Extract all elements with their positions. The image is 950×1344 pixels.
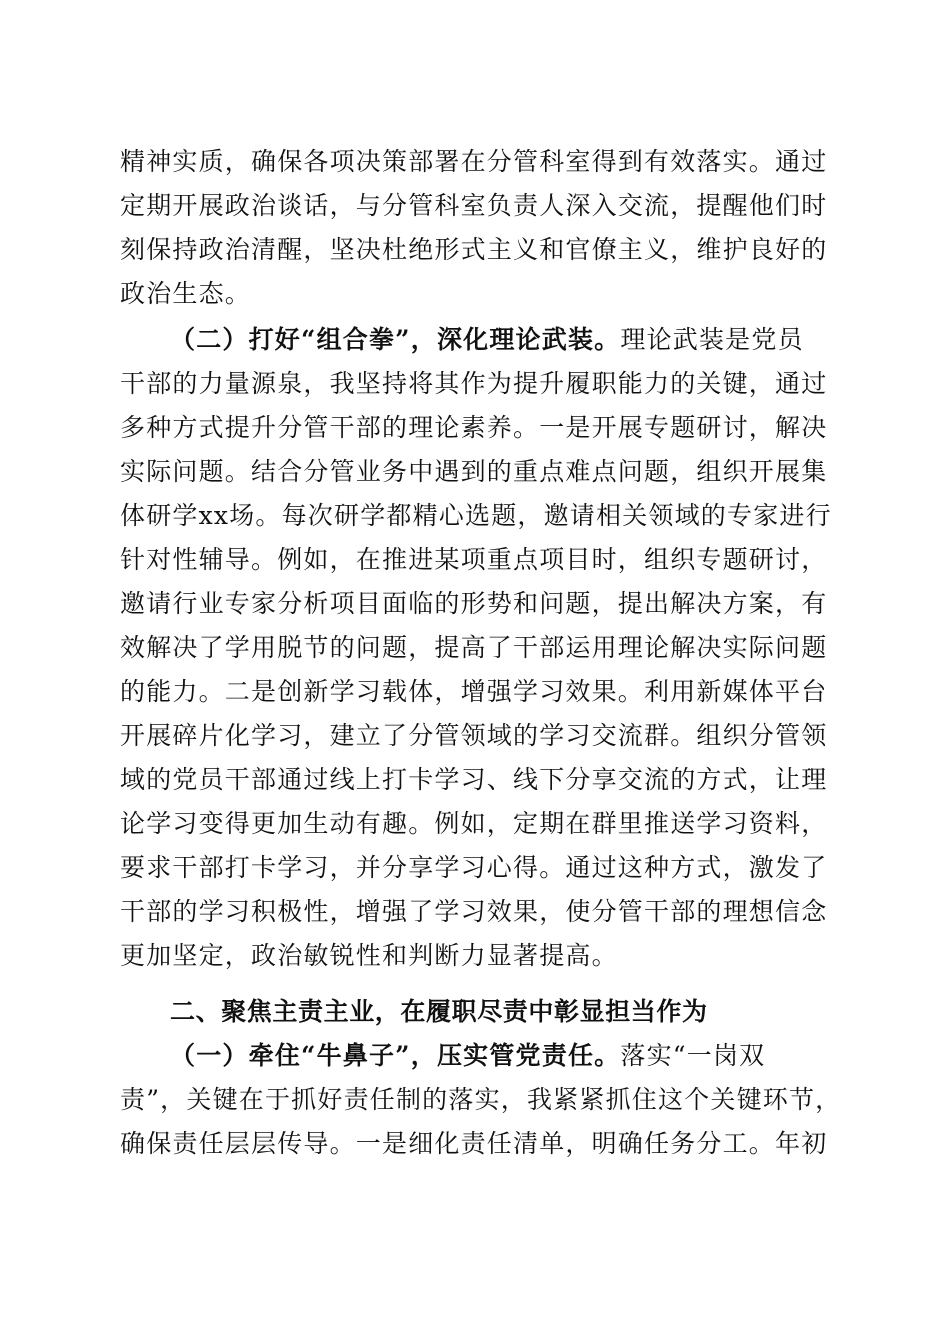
subheading-party-responsibility: （一）牵住“牛鼻子”，压实管党责任。: [170, 1041, 621, 1070]
paragraph-line: 精神实质，确保各项决策部署在分管科室得到有效落实。通过: [120, 147, 828, 176]
paragraph-line: 多种方式提升分管干部的理论素养。一是开展专题研讨，解决: [120, 413, 828, 442]
paragraph-line: 体研学xx场。每次研学都精心选题，邀请相关领域的专家进行: [120, 501, 832, 530]
paragraph-line: 要求干部打卡学习，并分享学习心得。通过这种方式，激发了: [120, 853, 828, 882]
paragraph-line: 确保责任层层传导。一是细化责任清单，明确任务分工。年初: [120, 1129, 828, 1158]
paragraph-line-with-subheading: [170, 318, 832, 362]
paragraph-line: 干部的力量源泉，我坚持将其作为提升履职能力的关键，通过: [120, 369, 828, 398]
subheading-continuation: 落实“一岗双: [620, 1041, 766, 1070]
paragraph-line: 干部的学习积极性，增强了学习效果，使分管干部的理想信念: [120, 897, 828, 926]
paragraph-line: 邀请行业专家分析项目面临的形势和问题，提出解决方案，有: [120, 589, 828, 618]
paragraph-line: 效解决了学用脱节的问题，提高了干部运用理论解决实际问题: [120, 633, 828, 662]
paragraph-line: 开展碎片化学习，建立了分管领域的学习交流群。组织分管领: [120, 721, 828, 750]
paragraph-line: 定期开展政治谈话，与分管科室负责人深入交流，提醒他们时: [120, 191, 828, 220]
paragraph-line: 刻保持政治清醒，坚决杜绝形式主义和官僚主义，维护良好的: [120, 235, 828, 264]
paragraph-line: 的能力。二是创新学习载体，增强学习效果。利用新媒体平台: [120, 677, 828, 706]
subheading-theory-armament: （二）打好“组合拳”，深化理论武装。: [170, 325, 621, 354]
paragraph-line: 责”，关键在于抓好责任制的落实，我紧紧抓住这个关键环节，: [120, 1085, 842, 1114]
paragraph-line: 针对性辅导。例如，在推进某项重点项目时，组织专题研讨，: [120, 545, 828, 574]
subheading-continuation: 理论武装是党员: [620, 325, 804, 354]
paragraph-line: 政治生态。: [120, 279, 252, 308]
paragraph-line-with-subheading: [170, 1034, 832, 1078]
paragraph-line: 论学习变得更加生动有趣。例如，定期在群里推送学习资料，: [120, 809, 828, 838]
paragraph-line: 实际问题。结合分管业务中遇到的重点难点问题，组织开展集: [120, 457, 828, 486]
section-heading-two: 二、聚焦主责主业，在履职尽责中彰显担当作为: [170, 997, 708, 1026]
paragraph-line: 更加坚定，政治敏锐性和判断力显著提高。: [120, 941, 618, 970]
paragraph-line: 域的党员干部通过线上打卡学习、线下分享交流的方式，让理: [120, 765, 828, 794]
